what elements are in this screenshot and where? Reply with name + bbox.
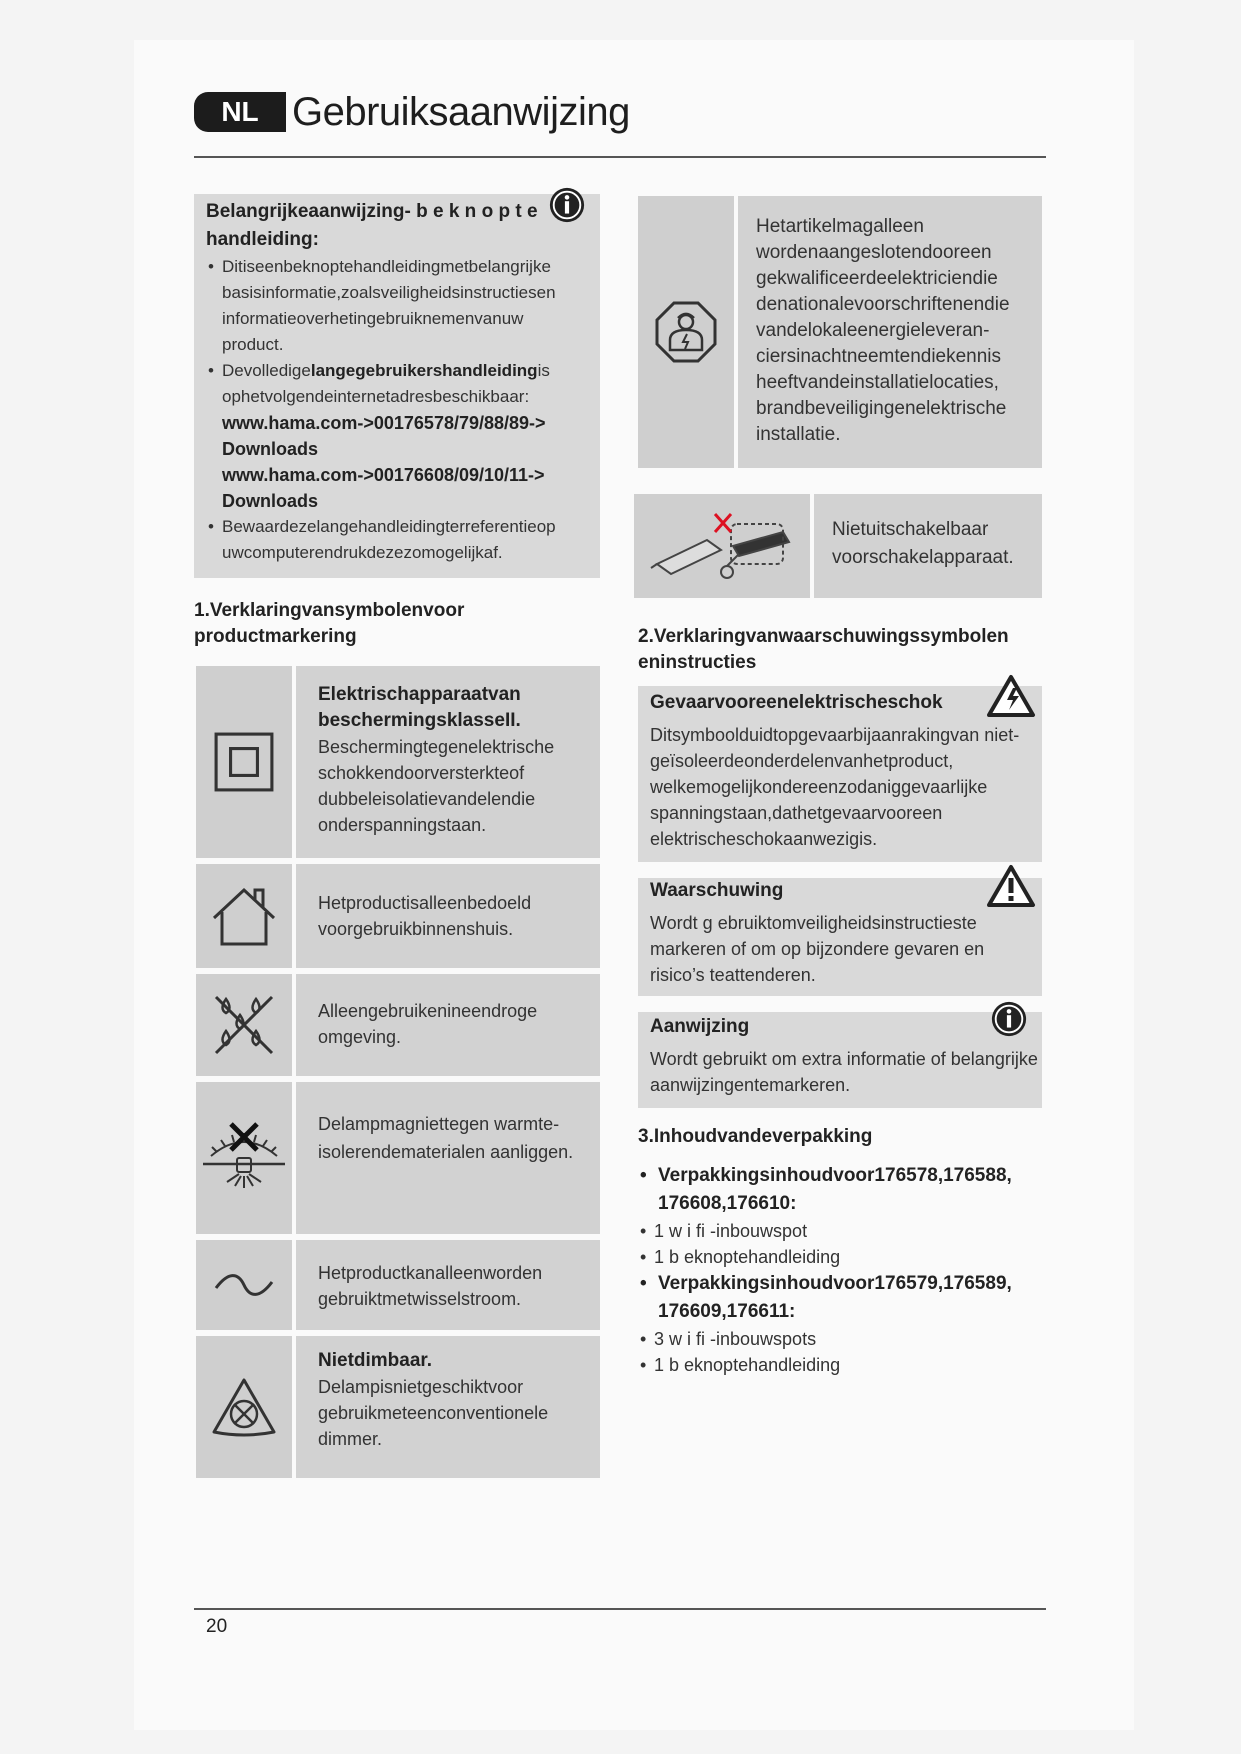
qualified-electrician-icon [654,300,718,364]
electric-shock-warning-icon [986,674,1036,718]
electrician-text-cell [738,196,1042,468]
note-head: Aanwijzing [650,1016,750,1037]
alternating-current-icon [212,1270,276,1300]
not-dimmable-icon [210,1376,278,1438]
insulation-text-cell [296,1082,600,1234]
insulation-icon-cell [196,1082,292,1234]
package-group-1-item-2: • 1 b eknoptehandleiding [638,1244,1038,1270]
ballast-icon-cell [634,494,810,598]
package-group-2-item-2: • 1 b eknoptehandleiding [638,1352,1038,1378]
dry-environment-icon [210,991,278,1059]
intro-bullet-2-post: is ophetvolgendeinternetadresbeschikbaar: [222,361,550,406]
symbol-row-4-text: Hetproductkanalleenworden gebruiktmetwisselstroom. [318,1263,543,1309]
intro-bullet-1: • Ditiseenbeknoptehandleidingmetbelangrijke basisinformatie,zoalsveiligheidsinstructiesen informatieoverhetingebruiknemenvanuw product. [206,254,586,358]
manual-link-1[interactable]: www.hama.com->00176578/79/88/89-> Downloads [222,413,546,459]
symbol-row-5-text: Delampisnietgeschiktvoor gebruikmeteenconventionele dimmer. [318,1377,549,1449]
page-title: Gebruiksaanwijzing [292,89,630,134]
electrician-icon-cell [638,196,734,468]
page-number: 20 [206,1616,228,1637]
symbol-row-2-text: Alleengebruikenineendroge omgeving. [318,1001,538,1047]
note-info-icon [990,1000,1028,1038]
ac-text-cell [296,1240,600,1330]
ac-icon-cell [196,1240,292,1330]
section1-title: 1.Verklaringvansymbolenvoor productmarkering [194,600,465,647]
dimmer-text-cell [296,1336,600,1478]
intro-heading-line1: Belangrijkeaanwijzing- b e k n o p t e [206,201,538,222]
symbol-row-1-text: Hetproductisalleenbedoeld voorgebruikbinnenshuis. [318,893,532,939]
dimmer-icon-cell [196,1336,292,1478]
house-icon [209,884,279,948]
warning-general-text: Wordt g ebruiktomveiligheidsinstructieste markeren of om op bijzondere gevaren en risico’s teattenderen. [650,913,985,985]
note-text: Wordt gebruikt om extra informatie of belangrijke aanwijzingentemarkeren. [650,1049,1038,1095]
non-switchable-ballast-icon [647,506,797,586]
header-rule [194,156,1046,158]
ballast-text-cell [814,494,1042,598]
symbol-row-0-text: Beschermingtegenelektrische schokkendoorversterkteof dubbeleisolatievandelendie onderspanningstaan. [318,737,555,835]
package-group-1-head: • Verpakkingsinhoudvoor176578,176588, 176608,176610: [638,1162,1038,1218]
symbol-row-5-bold: Nietdimbaar. [318,1350,433,1371]
dry-text-cell [296,974,600,1076]
package-contents [638,1162,1038,1378]
indoor-text-cell [296,864,600,968]
ballast-text: Nietuitschakelbaar voorschakelapparaat. [832,519,1014,568]
package-group-2-item-1: • 3 w i fi -inbouwspots [638,1326,1038,1352]
warning-electric-text: Ditsymboolduidtopgevaarbijaanrakingvan niet-geïsoleerdeonderdelenvanhetproduct, welkemogelijkondereenzodaniggevaarlijke spanningstaan,dathetgevaarvooreen elektrischeschokaanwezigis. [650,725,1020,849]
language-badge: NL [194,92,286,132]
warning-general-head: Waarschuwing [650,880,784,901]
note-box [638,1012,1042,1108]
intro-bullet-3: • Bewaardezelangehandleidingterreferentieop uwcomputerendrukdezezomogelijkaf. [206,514,586,566]
intro-bullet-2-bold: langegebruikershandleiding [310,361,538,380]
section2-title: 2.Verklaringvanwaarschuwingssymbolen eninstructies [638,626,1009,673]
package-group-1-item-1: • 1 w i fi -inbouwspot [638,1218,1038,1244]
section3-title: 3.Inhoudvandeverpakking [638,1126,873,1147]
warning-triangle-icon [986,864,1036,908]
footer-rule [194,1608,1046,1610]
intro-box [194,194,600,578]
symbol-row-0-bold: Elektrischapparaatvan beschermingsklasseII. [318,684,521,731]
intro-heading-line2: handleiding: [206,229,319,250]
info-icon [548,186,586,224]
symbol-row-3-text: Delampmagniettegen warmte-isolerendematerialen aanliggen. [318,1114,574,1162]
indoor-icon-cell [196,864,292,968]
class2-text-cell [296,666,600,858]
warning-electric-head: Gevaarvooreenelektrischeschok [650,692,943,713]
electrician-text: Hetartikelmagalleen wordenaangeslotendooreen gekwalificeerdeelektriciendie denationalevoorschriftenendie vandelokaleenergieleveran- ciersinachtneemtendiekennis heeftvandeinstallatielocaties, brandbeveiligingenelektrische installatie. [756,216,1010,445]
warning-general-box [638,878,1042,996]
page-header [194,89,630,134]
dry-icon-cell [196,974,292,1076]
warning-electric-box [638,686,1042,862]
intro-bullet-2 [206,358,586,410]
manual-link-2[interactable]: www.hama.com->00176608/09/10/11-> Downloads [222,465,545,511]
package-group-2-head: • Verpakkingsinhoudvoor176579,176589, 176609,176611: [638,1270,1038,1326]
no-insulation-cover-icon [201,1118,287,1198]
intro-bullet-2-pre: Devolledige [222,361,311,380]
class2-icon-cell [196,666,292,858]
double-insulation-icon [213,731,275,793]
